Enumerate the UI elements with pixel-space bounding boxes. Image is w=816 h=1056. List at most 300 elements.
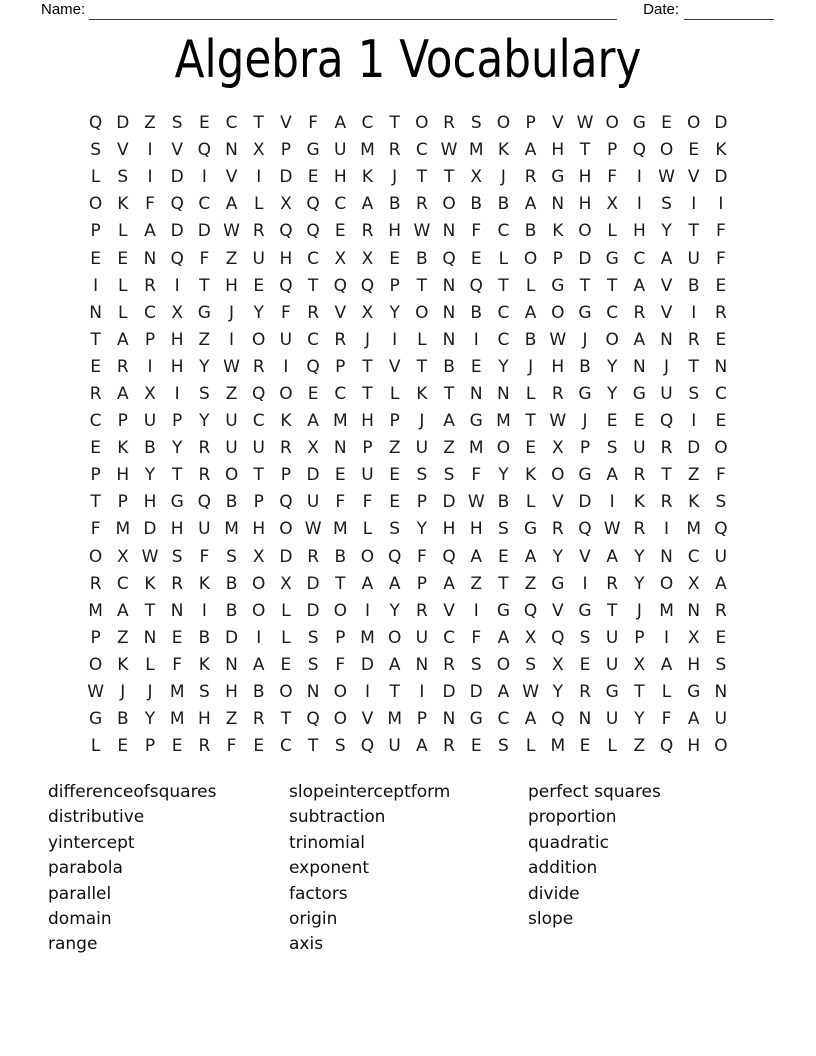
grid-cell: I: [691, 411, 697, 432]
grid-cell: O: [333, 600, 347, 621]
grid-cell: B: [225, 600, 238, 621]
grid-cell: P: [144, 736, 156, 757]
word-item: distributive: [48, 807, 145, 828]
grid-cell: C: [307, 248, 320, 269]
grid-cell: N: [170, 600, 184, 621]
grid-cell: E: [470, 736, 482, 757]
grid-cell: Z: [633, 736, 646, 757]
grid-cell: N: [225, 654, 238, 675]
grid-cell: N: [687, 600, 701, 621]
word-item: parabola: [48, 858, 123, 879]
grid-cell: N: [225, 140, 238, 161]
word-item: trinomial: [289, 832, 365, 853]
grid-cell: C: [89, 411, 102, 432]
grid-cell: V: [334, 302, 347, 323]
word-item: differenceofsquares: [48, 782, 217, 802]
grid-cell: T: [90, 329, 101, 350]
grid-cell: L: [525, 383, 536, 404]
grid-cell: D: [279, 546, 293, 567]
grid-cell: I: [147, 356, 153, 377]
grid-cell: A: [524, 302, 537, 323]
grid-cell: O: [496, 438, 511, 459]
grid-cell: E: [715, 275, 727, 296]
grid-cell: Q: [170, 248, 184, 269]
grid-cell: I: [364, 682, 370, 703]
grid-cell: H: [170, 356, 184, 377]
grid-cell: O: [279, 682, 293, 703]
grid-cell: R: [307, 546, 319, 567]
grid-cell: A: [443, 411, 455, 432]
grid-cell: N: [442, 221, 456, 242]
grid-cell: A: [116, 383, 129, 404]
grid-cell: O: [659, 140, 674, 161]
grid-cell: N: [578, 709, 592, 730]
grid-cell: R: [116, 356, 129, 377]
grid-cell: A: [715, 573, 727, 594]
grid-cell: P: [90, 627, 101, 648]
grid-cell: J: [664, 356, 670, 377]
grid-cell: F: [416, 546, 427, 567]
grid-cell: J: [500, 167, 506, 188]
grid-cell: E: [117, 736, 129, 757]
grid-cell: C: [198, 194, 211, 215]
grid-cell: G: [197, 302, 211, 323]
grid-cell: I: [473, 600, 479, 621]
grid-cell: A: [606, 465, 618, 486]
grid-cell: C: [606, 302, 619, 323]
grid-cell: G: [687, 682, 701, 703]
grid-cell: Z: [225, 709, 238, 730]
word-item: range: [48, 934, 98, 955]
grid-cell: P: [90, 221, 101, 242]
grid-cell: V: [225, 167, 238, 188]
word-item: parallel: [48, 883, 112, 904]
grid-cell: K: [117, 194, 129, 215]
grid-cell: J: [147, 682, 153, 703]
grid-cell: X: [687, 627, 700, 648]
grid-cell: K: [361, 167, 374, 188]
grid-cell: N: [497, 383, 510, 404]
grid-cell: B: [252, 682, 265, 703]
grid-cell: W: [413, 221, 431, 242]
grid-cell: C: [334, 383, 347, 404]
grid-cell: M: [169, 682, 185, 703]
grid-cell: O: [252, 329, 266, 350]
grid-cell: V: [388, 356, 401, 377]
grid-cell: F: [199, 248, 210, 269]
grid-cell: A: [144, 221, 156, 242]
grid-cell: U: [279, 329, 293, 350]
grid-cell: Y: [552, 682, 563, 703]
grid-cell: A: [307, 411, 319, 432]
grid-cell: G: [551, 573, 565, 594]
grid-cell: E: [90, 438, 101, 459]
grid-cell: N: [442, 709, 456, 730]
grid-cell: D: [578, 492, 592, 513]
grid-cell: B: [524, 221, 537, 242]
grid-cell: A: [225, 194, 238, 215]
grid-cell: C: [361, 113, 374, 134]
grid-cell: O: [496, 654, 511, 675]
grid-cell: U: [225, 438, 238, 459]
grid-cell: K: [280, 411, 292, 432]
grid-cell: S: [171, 113, 183, 134]
grid-cell: D: [143, 519, 157, 540]
grid-cell: O: [88, 546, 103, 567]
grid-cell: V: [280, 113, 292, 134]
grid-cell: A: [470, 546, 483, 567]
grid-cell: O: [442, 194, 456, 215]
grid-cell: O: [714, 438, 728, 459]
grid-cell: E: [715, 627, 727, 648]
grid-cell: E: [117, 248, 129, 269]
grid-cell: I: [392, 329, 398, 350]
grid-cell: O: [659, 573, 674, 594]
grid-cell: Y: [199, 356, 210, 377]
grid-cell: A: [524, 709, 537, 730]
grid-cell: D: [197, 221, 211, 242]
grid-cell: W: [223, 356, 240, 377]
grid-cell: W: [522, 682, 539, 703]
grid-cell: S: [389, 519, 401, 540]
grid-cell: T: [688, 221, 699, 242]
grid-cell: W: [141, 546, 159, 567]
grid-cell: E: [470, 248, 482, 269]
grid-cell: M: [332, 519, 348, 540]
grid-cell: P: [117, 492, 128, 513]
grid-cell: D: [306, 600, 320, 621]
grid-cell: M: [496, 411, 511, 432]
grid-cell: T: [90, 492, 101, 513]
grid-cell: S: [416, 465, 428, 486]
grid-cell: Y: [199, 411, 210, 432]
word-item: addition: [528, 858, 598, 879]
grid-cell: O: [88, 194, 103, 215]
word-item: slopeinterceptform: [289, 782, 451, 802]
grid-cell: L: [498, 248, 509, 269]
header-row: [41, 1, 774, 20]
grid-cell: F: [335, 654, 346, 675]
grid-cell: Y: [606, 383, 618, 404]
grid-cell: C: [443, 627, 455, 648]
grid-cell: M: [659, 600, 674, 621]
grid-cell: F: [308, 113, 318, 134]
grid-cell: W: [467, 492, 485, 513]
grid-cell: E: [606, 411, 618, 432]
grid-cell: G: [469, 709, 483, 730]
grid-cell: L: [253, 194, 264, 215]
grid-cell: P: [172, 411, 183, 432]
grid-cell: K: [144, 573, 156, 594]
grid-cell: Y: [171, 438, 183, 459]
grid-cell: A: [361, 194, 374, 215]
grid-cell: U: [361, 465, 374, 486]
grid-cell: H: [361, 411, 374, 432]
grid-cell: T: [579, 140, 591, 161]
grid-cell: E: [389, 492, 401, 513]
grid-cell: J: [392, 167, 398, 188]
grid-cell: R: [715, 600, 727, 621]
grid-cell: E: [307, 167, 319, 188]
grid-cell: R: [252, 709, 265, 730]
grid-cell: P: [280, 140, 292, 161]
grid-cell: B: [388, 194, 401, 215]
grid-cell: Q: [360, 275, 375, 296]
word-item: origin: [289, 909, 338, 930]
grid-cell: M: [332, 411, 348, 432]
grid-cell: C: [116, 573, 129, 594]
grid-cell: I: [691, 194, 697, 215]
word-item: quadratic: [528, 832, 609, 853]
grid-cell: I: [664, 519, 670, 540]
grid-cell: O: [605, 113, 619, 134]
grid-cell: S: [525, 654, 536, 675]
grid-cell: P: [253, 492, 264, 513]
grid-cell: O: [605, 329, 619, 350]
grid-cell: O: [279, 383, 293, 404]
grid-cell: O: [714, 736, 728, 757]
grid-cell: R: [307, 302, 319, 323]
grid-cell: T: [389, 682, 400, 703]
grid-cell: I: [229, 329, 235, 350]
grid-cell: T: [416, 356, 428, 377]
grid-cell: P: [416, 573, 427, 594]
grid-cell: Q: [306, 221, 320, 242]
grid-cell: V: [116, 140, 129, 161]
grid-cell: P: [335, 627, 346, 648]
grid-cell: K: [117, 654, 129, 675]
letter-grid: [82, 110, 735, 760]
grid-cell: G: [170, 492, 184, 513]
grid-cell: O: [415, 302, 429, 323]
grid-cell: T: [606, 275, 618, 296]
grid-cell: H: [551, 356, 565, 377]
grid-cell: U: [605, 709, 619, 730]
word-item: exponent: [289, 858, 370, 879]
grid-cell: O: [252, 600, 266, 621]
grid-cell: A: [388, 654, 401, 675]
grid-cell: N: [714, 356, 728, 377]
date-label: Date:: [643, 1, 679, 18]
grid-cell: B: [470, 302, 483, 323]
grid-cell: W: [304, 519, 322, 540]
grid-cell: S: [171, 546, 183, 567]
grid-cell: P: [389, 411, 400, 432]
grid-cell: H: [687, 654, 701, 675]
grid-cell: F: [471, 465, 482, 486]
grid-cell: U: [714, 709, 728, 730]
grid-cell: S: [715, 654, 727, 675]
grid-cell: N: [442, 275, 456, 296]
grid-cell: T: [579, 275, 591, 296]
grid-cell: N: [660, 329, 673, 350]
grid-cell: W: [87, 682, 104, 703]
grid-cell: F: [226, 736, 237, 757]
grid-cell: I: [664, 627, 670, 648]
grid-cell: G: [632, 383, 646, 404]
grid-cell: R: [660, 492, 673, 513]
grid-cell: O: [279, 519, 293, 540]
grid-cell: W: [549, 411, 567, 432]
grid-cell: C: [225, 113, 238, 134]
grid-cell: T: [416, 275, 428, 296]
grid-cell: X: [280, 573, 292, 594]
grid-cell: T: [389, 113, 400, 134]
grid-cell: I: [174, 275, 180, 296]
grid-cell: O: [88, 654, 103, 675]
grid-cell: I: [636, 194, 642, 215]
grid-cell: Q: [306, 709, 320, 730]
grid-cell: B: [144, 438, 156, 459]
grid-cell: G: [578, 383, 592, 404]
grid-cell: L: [281, 627, 291, 648]
grid-cell: F: [145, 194, 155, 215]
grid-cell: Q: [387, 546, 402, 567]
grid-cell: I: [636, 167, 642, 188]
grid-cell: B: [225, 492, 238, 513]
grid-cell: S: [579, 627, 591, 648]
grid-cell: R: [198, 465, 211, 486]
grid-cell: J: [419, 411, 425, 432]
grid-cell: S: [307, 654, 319, 675]
grid-cell: W: [576, 113, 594, 134]
grid-cell: O: [687, 113, 701, 134]
word-column-1: [48, 780, 289, 958]
grid-cell: R: [715, 302, 727, 323]
grid-cell: I: [283, 356, 289, 377]
grid-cell: Q: [551, 709, 565, 730]
word-item: divide: [528, 883, 580, 904]
grid-cell: T: [144, 600, 156, 621]
grid-cell: X: [606, 194, 618, 215]
grid-cell: B: [198, 627, 211, 648]
grid-cell: H: [170, 519, 184, 540]
grid-cell: M: [224, 519, 239, 540]
grid-cell: V: [551, 600, 564, 621]
grid-cell: E: [633, 411, 645, 432]
grid-cell: F: [471, 627, 482, 648]
grid-cell: W: [223, 221, 240, 242]
grid-cell: C: [633, 248, 646, 269]
grid-cell: V: [660, 302, 673, 323]
grid-cell: Q: [360, 736, 375, 757]
grid-cell: Q: [252, 383, 266, 404]
grid-cell: Q: [442, 248, 456, 269]
grid-cell: F: [607, 167, 618, 188]
grid-cell: S: [688, 383, 700, 404]
grid-cell: B: [687, 275, 700, 296]
grid-cell: Y: [552, 546, 563, 567]
grid-cell: T: [307, 736, 319, 757]
grid-cell: Z: [470, 573, 483, 594]
grid-cell: M: [88, 600, 103, 621]
grid-cell: K: [497, 140, 509, 161]
date-blank-line: [684, 1, 774, 20]
grid-cell: F: [335, 492, 346, 513]
grid-cell: P: [117, 411, 128, 432]
grid-cell: I: [174, 383, 180, 404]
grid-cell: B: [497, 194, 510, 215]
grid-cell: N: [333, 438, 347, 459]
grid-cell: R: [334, 329, 347, 350]
name-blank-line: [89, 1, 617, 20]
grid-cell: P: [280, 465, 292, 486]
grid-cell: L: [607, 221, 617, 242]
grid-cell: U: [415, 438, 429, 459]
grid-cell: U: [605, 627, 619, 648]
grid-cell: R: [144, 275, 156, 296]
grid-cell: C: [279, 736, 292, 757]
grid-cell: V: [687, 167, 700, 188]
grid-cell: T: [280, 709, 292, 730]
grid-cell: E: [171, 627, 183, 648]
grid-cell: F: [661, 709, 672, 730]
grid-cell: H: [225, 275, 238, 296]
grid-cell: W: [440, 140, 458, 161]
grid-cell: D: [469, 682, 483, 703]
grid-cell: B: [524, 329, 537, 350]
grid-cell: Z: [388, 438, 401, 459]
grid-cell: A: [497, 627, 510, 648]
grid-cell: M: [360, 627, 375, 648]
grid-cell: B: [416, 248, 428, 269]
grid-cell: I: [582, 573, 588, 594]
grid-cell: O: [333, 682, 347, 703]
grid-cell: Y: [661, 221, 672, 242]
grid-cell: H: [469, 519, 483, 540]
grid-cell: E: [579, 654, 591, 675]
grid-cell: T: [688, 356, 699, 377]
grid-cell: T: [634, 682, 645, 703]
grid-cell: S: [117, 167, 129, 188]
grid-cell: P: [90, 465, 101, 486]
grid-cell: E: [253, 736, 265, 757]
grid-cell: G: [578, 302, 592, 323]
word-column-2: [289, 780, 528, 958]
grid-cell: W: [658, 167, 675, 188]
grid-cell: H: [116, 465, 130, 486]
grid-cell: Q: [306, 194, 320, 215]
grid-cell: H: [632, 221, 646, 242]
grid-cell: C: [307, 329, 320, 350]
grid-cell: E: [389, 465, 401, 486]
grid-cell: G: [605, 682, 619, 703]
grid-cell: Y: [253, 302, 264, 323]
grid-cell: H: [578, 167, 592, 188]
grid-cell: S: [470, 113, 482, 134]
grid-cell: L: [525, 736, 536, 757]
grid-cell: H: [197, 709, 211, 730]
grid-cell: E: [389, 248, 401, 269]
grid-cell: O: [523, 248, 538, 269]
grid-cell: L: [607, 736, 617, 757]
grid-cell: T: [498, 573, 509, 594]
grid-cell: C: [497, 221, 510, 242]
grid-cell: U: [252, 248, 265, 269]
grid-cell: K: [525, 465, 537, 486]
grid-cell: R: [89, 383, 102, 404]
grid-cell: I: [147, 140, 153, 161]
grid-cell: L: [389, 383, 400, 404]
grid-cell: M: [115, 519, 131, 540]
grid-cell: A: [606, 546, 618, 567]
grid-cell: P: [335, 356, 346, 377]
grid-cell: O: [551, 302, 565, 323]
grid-cell: I: [419, 682, 425, 703]
grid-cell: G: [551, 167, 565, 188]
grid-cell: U: [143, 411, 157, 432]
grid-cell: D: [170, 167, 184, 188]
